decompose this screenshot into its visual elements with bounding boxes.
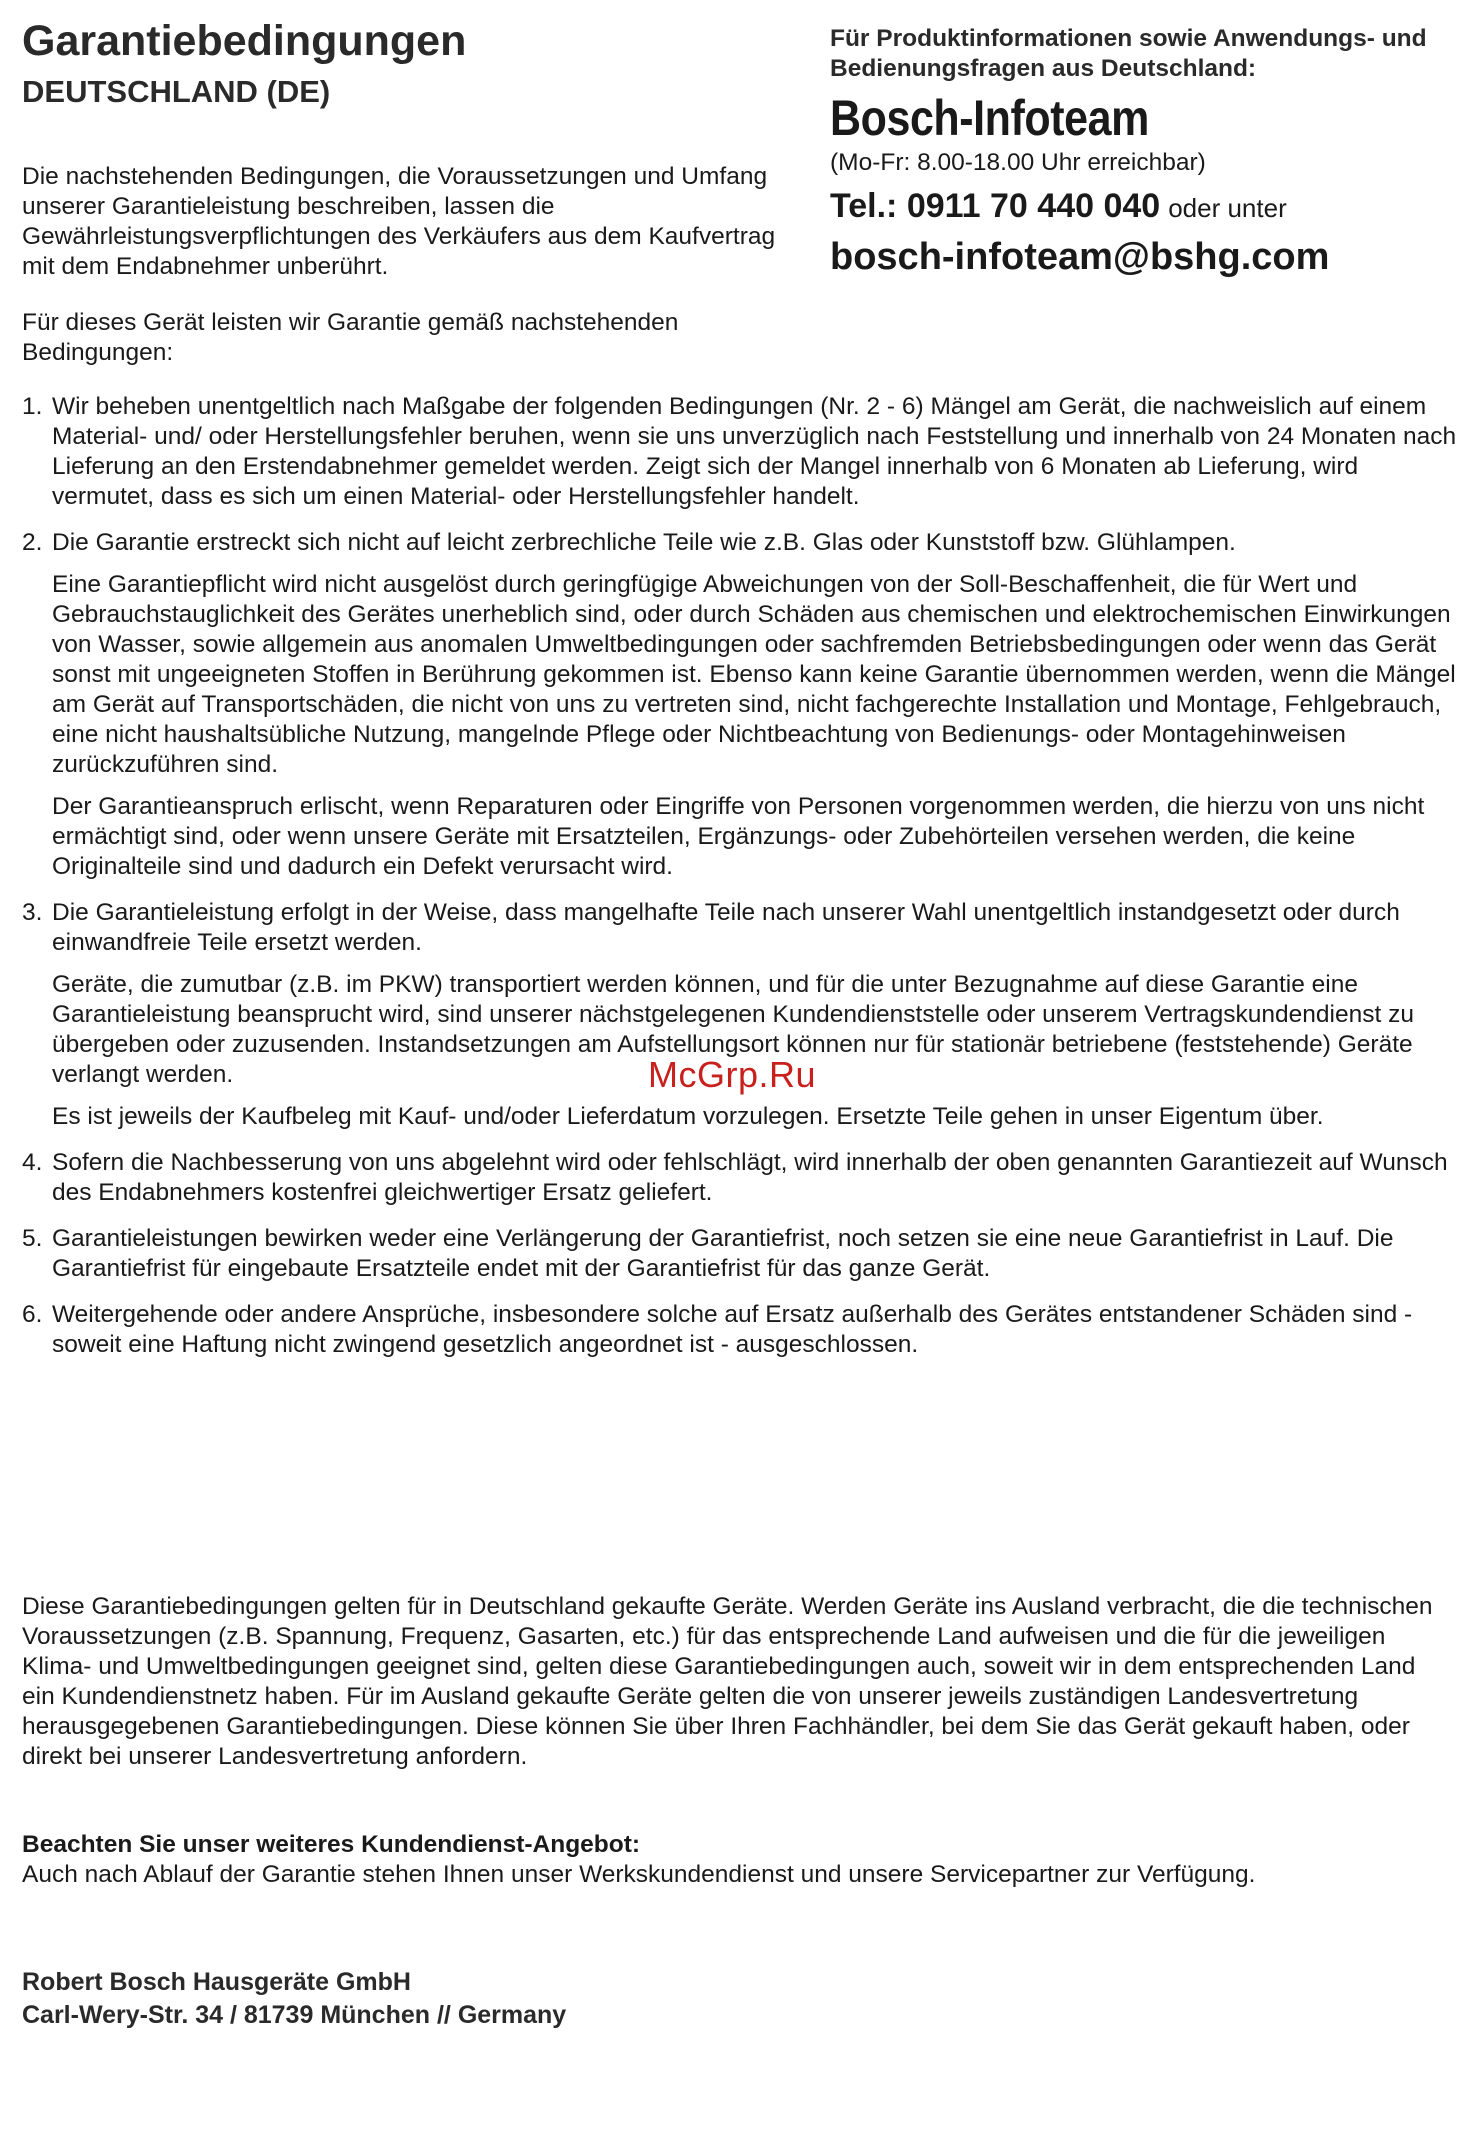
list-item-text: Die Garantieleistung erfolgt in der Weise, dass mangelhafte Teile nach unserer Wahl unentgeltlich instandgesetzt oder durch einwandfreie Teile ersetzt werden.	[52, 899, 1400, 956]
page-title: Garantiebedingungen	[22, 17, 467, 65]
contact-phone-suffix: oder unter	[1168, 193, 1287, 223]
list-item-number: 5.	[22, 1225, 43, 1252]
list-item-number: 6.	[22, 1301, 43, 1328]
service-block	[22, 1830, 1322, 1890]
watermark: McGrp.Ru	[648, 1054, 817, 1095]
list-item-text: Die Garantie erstreckt sich nicht auf leicht zerbrechliche Teile wie z.B. Glas oder Kunststoff bzw. Glühlampen.	[52, 529, 1236, 556]
list-item-number: 4.	[22, 1149, 43, 1176]
list-item-text: Eine Garantiepflicht wird nicht ausgelöst durch geringfügige Abweichungen von der Soll-Beschaffenheit, die für Wert und Gebrauchstauglichkeit des Gerätes unerheblich sind, oder durch Schäden aus chemischen und elektrochemischen Einwirkungen von Wasser, sowie allgemein aus anomalen Umweltbedingungen oder sachfremden Betriebsbedingungen oder wenn das Gerät sonst mit ungeeigneten Stoffen in Berührung gekommen ist. Ebenso kann keine Garantie übernommen werden, wenn die Mängel am Gerät auf Transportschäden, die nicht von uns zu vertreten sind, nicht fachgerechte Installation und Montage, Fehlgebrauch, eine nicht haushaltsübliche Nutzung, mangelnde Pflege oder Nichtbeachtung von Bedienungs- oder Montagehinweisen zurückzuführen sind.	[52, 571, 1456, 778]
list-item	[22, 1224, 1462, 1284]
list-item-number: 2.	[22, 529, 43, 556]
list-item	[22, 898, 1462, 1132]
contact-brand: Bosch-Infoteam	[830, 90, 1149, 146]
company-address	[22, 1966, 566, 2032]
list-item-text: Es ist jeweils der Kaufbeleg mit Kauf- und/oder Lieferdatum vorzulegen. Ersetzte Teile gehen in unser Eigentum über.	[52, 1103, 1324, 1130]
list-item-number: 1.	[22, 393, 43, 420]
contact-hours: (Mo-Fr: 8.00-18.00 Uhr erreichbar)	[830, 149, 1206, 176]
contact-phone[interactable]: Tel.: 0911 70 440 040	[830, 187, 1161, 225]
list-item-text: Wir beheben unentgeltlich nach Maßgabe der folgenden Bedingungen (Nr. 2 - 6) Mängel am Gerät, die nachweislich auf einem Material- und/ oder Herstellungsfehler beruhen, wenn sie uns unverzüglich nach Feststellung und innerhalb von 24 Monaten nach Lieferung an den Erstendabnehmer gemeldet werden. Zeigt sich der Mangel innerhalb von 6 Monaten ab Lieferung, wird vermutet, dass es sich um einen Material- oder Herstellungsfehler handelt.	[52, 393, 1457, 510]
contact-phone-line	[830, 186, 1460, 233]
contact-heading: Für Produktinformationen sowie Anwendungs- und Bedienungsfragen aus Deutschland:	[830, 25, 1427, 82]
list-item-text: Der Garantieanspruch erlischt, wenn Reparaturen oder Eingriffe von Personen vorgenommen werden, die hierzu von uns nicht ermächtigt sind, oder wenn unsere Geräte mit Ersatzteilen, Ergänzungs- oder Zubehörteilen versehen werden, die keine Originalteile sind und dadurch ein Defekt verursacht wird.	[52, 793, 1425, 880]
list-item	[22, 528, 1462, 882]
list-item	[22, 392, 1462, 512]
list-item	[22, 1148, 1462, 1208]
intro-paragraph: Die nachstehenden Bedingungen, die Voraussetzungen und Umfang unserer Garantieleistung beschreiben, lassen die Gewährleistungsverpflichtungen des Verkäufers aus dem Kaufvertrag mit dem Endabnehmer unberührt.	[22, 163, 776, 280]
list-item-text: Sofern die Nachbesserung von uns abgelehnt wird oder fehlschlägt, wird innerhalb der oben genannten Garantiezeit auf Wunsch des Endabnehmers kostenfrei gleichwertiger Ersatz geliefert.	[52, 1149, 1448, 1206]
contact-block	[830, 24, 1460, 279]
service-text: Auch nach Ablauf der Garantie stehen Ihnen unser Werkskundendienst und unsere Servicepartner zur Verfügung.	[22, 1861, 1256, 1888]
list-item	[22, 1300, 1462, 1360]
service-heading: Beachten Sie unser weiteres Kundendienst-Angebot:	[22, 1831, 641, 1858]
closing-paragraph: Diese Garantiebedingungen gelten für in Deutschland gekaufte Geräte. Werden Geräte ins Ausland verbracht, die die technischen Voraussetzungen (z.B. Spannung, Frequenz, Gasarten, etc.) für das entsprechende Land aufweisen und die für die jeweiligen Klima- und Umweltbedingungen geeignet sind, gelten diese Garantiebedingungen auch, soweit wir in dem entsprechenden Land ein Kundendienstnetz haben. Für im Ausland gekaufte Geräte gelten die von unserer jeweils zuständigen Landesvertretung herausgegebenen Garantiebedingungen. Diese können Sie über Ihren Fachhändler, bei dem Sie das Gerät gekauft haben, oder direkt bei unserer Landesvertretung anfordern.	[22, 1593, 1433, 1770]
warranty-conditions-list	[22, 392, 1462, 1376]
contact-email[interactable]: bosch-infoteam@bshg.com	[830, 236, 1330, 278]
list-item-text: Geräte, die zumutbar (z.B. im PKW) transportiert werden können, und für die unter Bezugnahme auf diese Garantie eine Garantieleistung beansprucht wird, sind unserer nächstgelegenen Kundendienststelle oder unserem Vertragskundendienst zu übergeben oder zuzusenden. Instandsetzungen am Aufstellungsort können nur für stationär betriebene (feststehende) Geräte verlangt werden.	[52, 971, 1414, 1088]
list-item-text: Weitergehende oder andere Ansprüche, insbesondere solche auf Ersatz außerhalb des Gerätes entstandener Schäden sind - soweit eine Haftung nicht zwingend gesetzlich angeordnet ist - ausgeschlossen.	[52, 1301, 1413, 1358]
page-subtitle: DEUTSCHLAND (DE)	[22, 74, 331, 109]
list-item-text: Garantieleistungen bewirken weder eine Verlängerung der Garantiefrist, noch setzen sie eine neue Garantiefrist in Lauf. Die Garantiefrist für eingebaute Ersatzteile endet mit der Garantiefrist für das ganze Gerät.	[52, 1225, 1394, 1282]
company-street: Carl-Wery-Str. 34 / 81739 München // Germany	[22, 2001, 567, 2029]
intro-paragraph-2: Für dieses Gerät leisten wir Garantie gemäß nachstehenden Bedingungen:	[22, 309, 679, 366]
company-name: Robert Bosch Hausgeräte GmbH	[22, 1968, 411, 1996]
list-item-number: 3.	[22, 899, 43, 926]
